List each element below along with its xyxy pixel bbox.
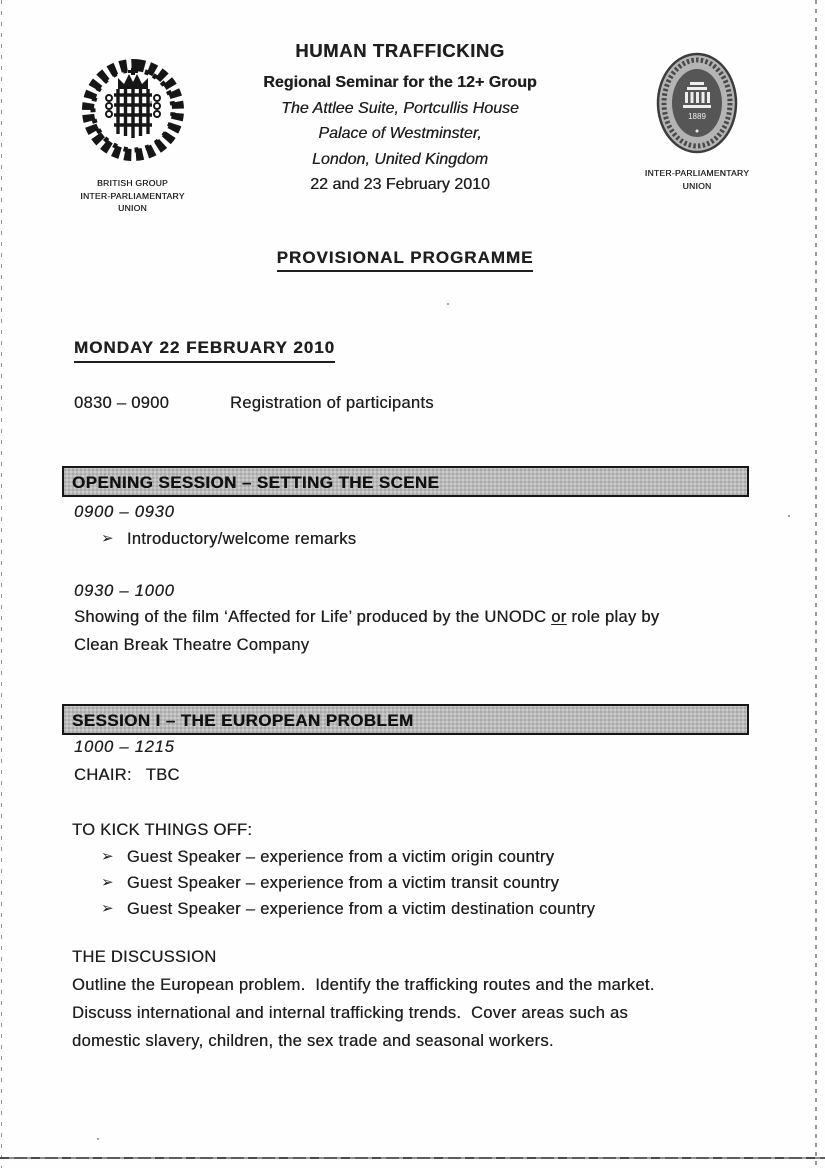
opening-slot2-time: 0930 – 1000 xyxy=(74,582,175,600)
right-logo-caption-line1: INTER-PARLIAMENTARY xyxy=(644,168,750,178)
event-venue-line2: Palace of Westminster, xyxy=(318,125,482,142)
session1-time: 1000 – 1215 xyxy=(74,738,175,756)
ipu-seal-icon xyxy=(654,52,740,156)
arrow-bullet-icon: ➢ xyxy=(101,847,114,865)
session1-bar: SESSION I – THE EUROPEAN PROBLEM xyxy=(62,704,749,735)
opening-slot1-item xyxy=(101,530,356,549)
left-logo-caption-line1: BRITISH GROUP xyxy=(97,178,168,188)
discussion-line3: domestic slavery, children, the sex trade and seasonal workers. xyxy=(72,1032,554,1050)
opening-slot2-description-line2: Clean Break Theatre Company xyxy=(74,636,310,654)
kickoff-bullet-3 xyxy=(101,900,595,919)
right-logo-caption-line2: UNION xyxy=(682,180,712,191)
doc-title-row xyxy=(0,248,810,272)
event-subtitle: Regional Seminar for the 12+ Group xyxy=(263,74,537,91)
scan-artifact-left-edge xyxy=(1,0,2,1168)
chair-label: CHAIR: xyxy=(74,766,132,784)
kickoff-bullet-3-label: Guest Speaker – experience from a victim destination country xyxy=(126,900,596,918)
scan-speck xyxy=(97,1138,99,1140)
event-dates: 22 and 23 February 2010 xyxy=(310,176,490,193)
discussion-line2: Discuss international and internal trafficking trends. Cover areas such as xyxy=(72,1004,628,1022)
scan-artifact-bottom-line xyxy=(0,1157,825,1159)
chair-value: TBC xyxy=(145,766,180,784)
opening-session-bar: OPENING SESSION – SETTING THE SCENE xyxy=(62,466,749,497)
seal-year: 1889 xyxy=(688,112,706,121)
ipu-logo xyxy=(612,52,782,192)
opening-slot1-item-label: Introductory/welcome remarks xyxy=(126,530,357,548)
arrow-bullet-icon: ➢ xyxy=(101,873,114,891)
registration-time: 0830 – 0900 xyxy=(74,394,170,412)
day-heading: MONDAY 22 FEBRUARY 2010 xyxy=(74,338,335,363)
arrow-bullet-icon: ➢ xyxy=(101,529,114,547)
kickoff-bullet-1-label: Guest Speaker – experience from a victim origin country xyxy=(126,848,555,866)
portcullis-wreath-icon xyxy=(73,56,193,166)
scan-speck xyxy=(788,515,790,517)
kickoff-bullet-2 xyxy=(101,874,559,893)
film-text-before: Showing of the film ‘Affected for Life’ produced by the UNODC xyxy=(74,608,552,626)
scan-speck xyxy=(150,101,152,103)
registration-label: Registration of participants xyxy=(230,394,434,412)
scan-artifact-right-edge xyxy=(815,0,817,1168)
film-text-or: or xyxy=(551,608,567,626)
film-text-after: role play by xyxy=(566,608,660,626)
kickoff-bullet-2-label: Guest Speaker – experience from a victim transit country xyxy=(126,874,560,892)
arrow-bullet-icon: ➢ xyxy=(101,899,114,917)
opening-slot2-description-line1 xyxy=(74,608,659,627)
doc-title: PROVISIONAL PROGRAMME xyxy=(277,248,534,272)
kickoff-heading: TO KICK THINGS OFF: xyxy=(72,821,253,839)
discussion-heading: THE DISCUSSION xyxy=(72,948,217,966)
opening-slot1-time: 0900 – 0930 xyxy=(74,503,175,521)
registration-row xyxy=(74,394,434,413)
event-venue-line1: The Attlee Suite, Portcullis House xyxy=(281,99,519,117)
left-logo-caption-line3: UNION xyxy=(118,203,147,213)
kickoff-bullet-1 xyxy=(101,848,554,867)
scan-speck xyxy=(447,303,449,305)
session1-chair-row xyxy=(74,766,180,785)
discussion-line1: Outline the European problem. Identify the trafficking routes and the market. xyxy=(72,976,655,994)
british-group-ipu-logo xyxy=(55,56,210,215)
event-venue-line3: London, United Kingdom xyxy=(311,150,489,168)
event-title: HUMAN TRAFFICKING xyxy=(295,40,505,61)
event-header xyxy=(195,40,605,198)
left-logo-caption-line2: INTER-PARLIAMENTARY xyxy=(80,190,185,201)
